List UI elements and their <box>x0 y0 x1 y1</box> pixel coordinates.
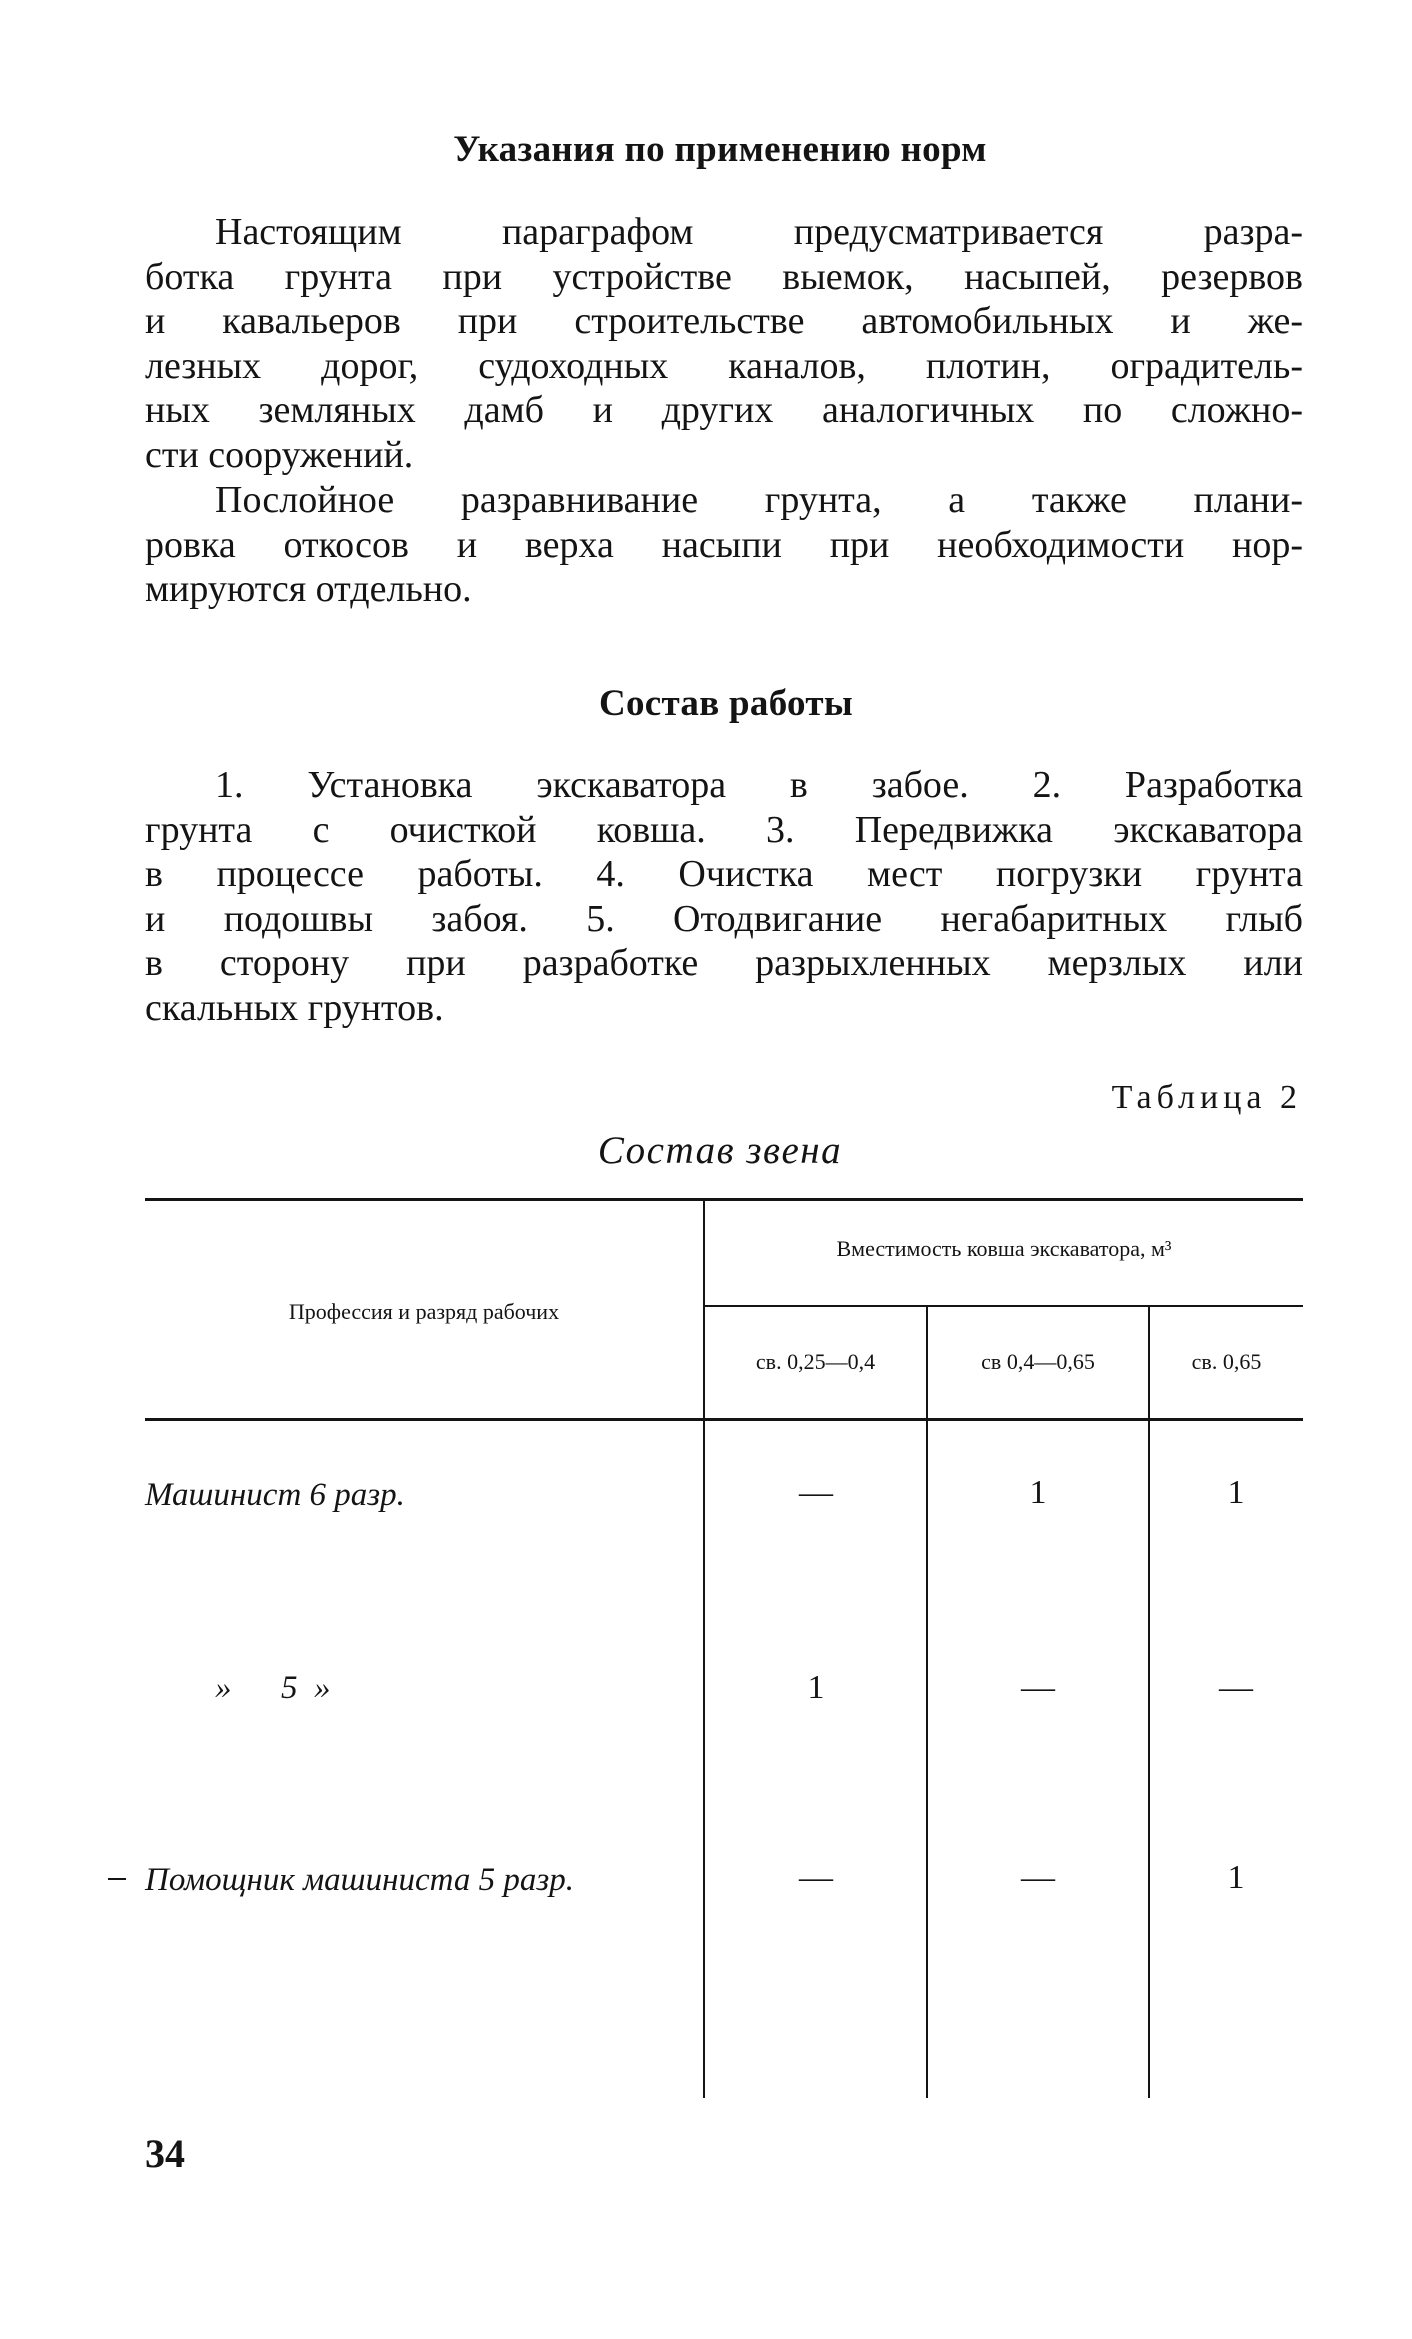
text-line: скальных грунтов. <box>145 986 444 1029</box>
table-column-divider <box>703 1200 705 2098</box>
text-line: мируются отдельно. <box>145 568 472 610</box>
table-row-label: Машинист 6 разр. <box>145 1477 405 1513</box>
text-line: и кавальеров при строительстве автомобильных и же- <box>145 300 1303 342</box>
table-title: Состав звена <box>597 1129 843 1172</box>
table-number: Таблица 2 <box>1111 1079 1302 1116</box>
paragraph-scope <box>145 210 1303 477</box>
table-cell: — <box>1021 1669 1055 1706</box>
table-row-label: » 5 » <box>215 1670 331 1706</box>
paragraph-leveling <box>145 478 1303 612</box>
table-cell: 1 <box>1029 1474 1047 1511</box>
table-header-capacity: Вместимость ковша экскаватора, м³ <box>836 1236 1172 1261</box>
text-line: ботка грунта при устройстве выемок, насыпей, резервов <box>145 255 1303 298</box>
text-line: ных земляных дамб и других аналогичных по сложно- <box>145 389 1303 431</box>
table-header-subrule <box>705 1305 1303 1307</box>
margin-mark <box>108 1878 126 1880</box>
text-line: лезных дорог, судоходных каналов, плотин, оградитель- <box>145 344 1303 387</box>
table-cell: — <box>799 1859 833 1896</box>
table-cell: 1 <box>807 1669 825 1706</box>
table-column-divider <box>1148 1306 1150 2098</box>
text-line: грунта с очисткой ковша. 3. Передвижка экскаватора <box>145 808 1303 851</box>
table-cell: — <box>799 1474 833 1511</box>
text-line: 1. Установка экскаватора в забое. 2. Разработка <box>215 764 1303 806</box>
table-cell: — <box>1219 1669 1253 1706</box>
table-header-bottom-rule <box>145 1418 1303 1421</box>
table-row-label: Помощник машиниста 5 разр. <box>145 1862 574 1898</box>
text-line: ровка откосов и верха насыпи при необходимости нор- <box>145 523 1303 566</box>
table-column-divider <box>926 1306 928 2098</box>
text-line: Послойное разравнивание грунта, а также плани- <box>215 479 1303 521</box>
section-heading-work-composition: Состав работы <box>598 683 854 724</box>
table-cell: 1 <box>1227 1474 1245 1511</box>
table-top-rule <box>145 1198 1303 1201</box>
paragraph-work-steps <box>145 763 1303 1030</box>
table-column-header: св. 0,25—0,4 <box>755 1349 876 1374</box>
table-column-header: св 0,4—0,65 <box>981 1349 1095 1374</box>
table-header-profession: Профессия и разряд рабочих <box>288 1299 560 1324</box>
text-line: сти сооружений. <box>145 433 414 476</box>
text-line: Настоящим параграфом предусматривается разра- <box>215 211 1303 253</box>
text-line: в процессе работы. 4. Очистка мест погрузки грунта <box>145 853 1303 895</box>
table-cell: — <box>1021 1859 1055 1896</box>
table-column-header: св. 0,65 <box>1191 1349 1262 1374</box>
table-cell: 1 <box>1227 1859 1245 1896</box>
text-line: в сторону при разработке разрыхленных мерзлых или <box>145 942 1303 984</box>
page-number: 34 <box>145 2131 185 2176</box>
section-heading-norms: Указания по применению норм <box>453 129 987 170</box>
text-line: и подошвы забоя. 5. Отодвигание негабаритных глыб <box>145 897 1303 940</box>
